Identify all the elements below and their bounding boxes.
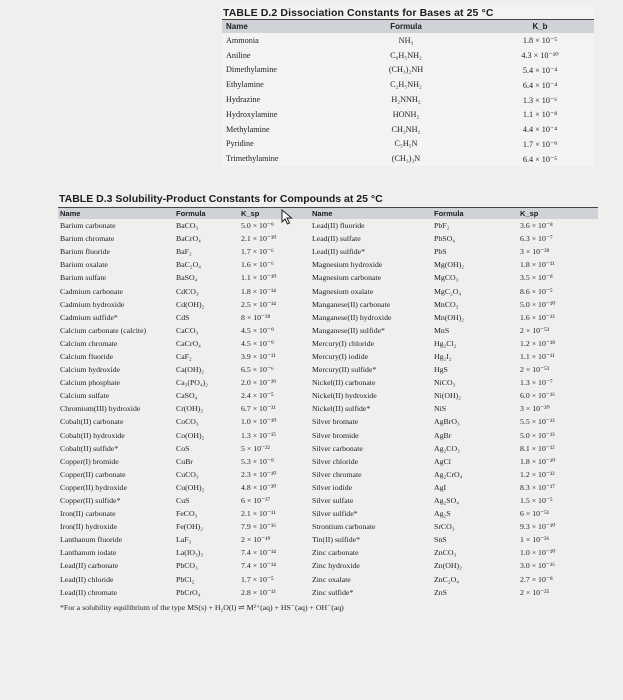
cell-ksp: 7.4 × 10⁻¹⁴	[241, 548, 277, 558]
table-row	[58, 298, 598, 311]
cell-name: Copper(II) hydroxide	[60, 482, 127, 492]
cell-ksp: 3 × 10⁻²⁸	[520, 247, 550, 257]
cell-name: Manganese(II) hydroxide	[312, 312, 392, 322]
cell-ksp: 2.1 × 10⁻¹⁰	[241, 234, 277, 244]
cell-ksp: 1.0 × 10⁻¹⁰	[520, 548, 556, 558]
cell-ksp: 1.8 × 10⁻¹⁴	[241, 286, 277, 296]
cell-formula: CdCO₃	[176, 286, 199, 296]
table-row	[58, 481, 598, 494]
table-d2	[222, 5, 594, 166]
cell-formula: PbS	[434, 247, 447, 257]
cell-formula: (CH₃)₃N	[391, 154, 421, 164]
cell-name: Lanthanum iodate	[60, 548, 117, 558]
cell-formula: SrCO₃	[434, 522, 455, 532]
cell-name: Hydroxylamine	[226, 109, 278, 119]
cell-name: Copper(II) sulfide*	[60, 496, 121, 506]
cell-formula: PbF₂	[434, 221, 450, 231]
cell-formula: SnS	[434, 535, 447, 545]
cell-name: Magnesium hydroxide	[312, 260, 383, 270]
table-row	[58, 337, 598, 350]
cell-formula: CdS	[176, 312, 190, 322]
cell-name: Cadmium carbonate	[60, 286, 124, 296]
cell-formula: CaCO₃	[176, 325, 199, 335]
cell-ksp: 5.0 × 10⁻¹⁰	[520, 299, 556, 309]
cell-name: Mercury(I) iodide	[312, 351, 369, 361]
table-row	[58, 455, 598, 468]
cell-kb: 6.4 × 10⁻⁴	[522, 80, 558, 90]
cell-ksp: 2 × 10⁻⁵³	[520, 365, 550, 375]
table-row	[222, 92, 594, 107]
cell-name: Lead(II) chloride	[60, 574, 114, 584]
cell-formula: CaSO₄	[176, 391, 198, 401]
cell-name: Lead(II) fluoride	[312, 221, 365, 231]
cell-name: Silver carbonate	[312, 443, 363, 453]
header-name: Name	[226, 22, 248, 31]
cell-ksp: 1.0 × 10⁻¹⁰	[241, 417, 277, 427]
cell-ksp: 2.5 × 10⁻¹⁴	[241, 299, 277, 309]
cell-formula: Ag₂SO₄	[434, 496, 459, 506]
cell-ksp: 2.0 × 10⁻²⁹	[241, 378, 277, 388]
cell-ksp: 8.1 × 10⁻¹²	[520, 443, 555, 453]
cell-formula: C₅H₅N	[394, 139, 418, 149]
table-row	[58, 324, 598, 337]
cell-formula: Cr(OH)₃	[176, 404, 203, 414]
cell-formula: AgBr	[434, 430, 452, 440]
cell-formula: PbCl₂	[176, 574, 195, 584]
table-row	[222, 48, 594, 63]
cell-name: Calcium phosphate	[60, 378, 120, 388]
table-row	[58, 507, 598, 520]
cell-kb: 5.4 × 10⁻⁴	[522, 65, 558, 75]
cell-name: Lead(II) chromate	[60, 587, 117, 597]
cell-formula: BaCrO₄	[176, 234, 201, 244]
cell-ksp: 2 × 10⁻¹⁹	[241, 535, 271, 545]
cell-formula: MnCO₃	[434, 299, 459, 309]
cell-name: Zinc hydroxide	[312, 561, 360, 571]
table-row	[58, 546, 598, 559]
cell-name: Cadmium sulfide*	[60, 312, 118, 322]
cell-ksp: 6.7 × 10⁻³¹	[241, 404, 276, 414]
cell-name: Iron(II) hydroxide	[60, 522, 117, 532]
cell-ksp: 4.5 × 10⁻⁹	[241, 338, 274, 348]
cell-formula: Mn(OH)₂	[434, 312, 465, 322]
cell-name: Barium chromate	[60, 234, 115, 244]
table-row	[58, 232, 598, 245]
cell-ksp: 8.3 × 10⁻¹⁷	[520, 482, 556, 492]
cell-formula: Cd(OH)₂	[176, 299, 205, 309]
table-row	[58, 376, 598, 389]
cell-ksp: 2.1 × 10⁻¹¹	[241, 509, 276, 519]
cell-ksp: 2 × 10⁻²⁵	[520, 587, 550, 597]
cell-ksp: 1.6 × 10⁻¹³	[520, 312, 555, 322]
cell-formula: NiCO₃	[434, 378, 456, 388]
table-d2-title: TABLE D.2 Dissociation Constants for Bases at 25 °C	[222, 5, 594, 20]
cell-name: Copper(I) bromide	[60, 456, 119, 466]
cell-name: Hydrazine	[226, 95, 261, 105]
cell-name: Ammonia	[226, 35, 259, 45]
cell-formula: BaF₂	[176, 247, 192, 257]
cell-formula: HgS	[434, 365, 448, 375]
cell-name: Zinc sulfide*	[312, 587, 354, 597]
cell-formula: FeCO₃	[176, 509, 198, 519]
cell-ksp: 3.6 × 10⁻⁸	[520, 221, 553, 231]
cell-ksp: 6 × 10⁻⁵¹	[520, 509, 550, 519]
cell-name: Trimethylamine	[226, 154, 279, 164]
cell-name: Methylamine	[226, 124, 270, 134]
cell-formula: Ni(OH)₂	[434, 391, 461, 401]
cell-name: Manganese(II) sulfide*	[312, 325, 385, 335]
cell-ksp: 8.6 × 10⁻⁵	[520, 286, 553, 296]
cell-name: Copper(II) carbonate	[60, 469, 126, 479]
cell-name: Aniline	[226, 50, 251, 60]
cell-name: Strontium carbonate	[312, 522, 376, 532]
table-d3-body	[58, 219, 598, 599]
cell-formula: ZnC₂O₄	[434, 574, 459, 584]
cell-kb: 1.7 × 10⁻⁹	[522, 139, 558, 149]
cell-ksp: 1.1 × 10⁻¹⁰	[241, 273, 277, 283]
header-ksp-right: K_sp	[520, 209, 539, 218]
cell-formula: ZnS	[434, 587, 447, 597]
cell-kb: 1.1 × 10⁻⁸	[522, 110, 558, 120]
cell-formula: CuS	[176, 496, 190, 506]
table-row	[58, 350, 598, 363]
cell-ksp: 1.7 × 10⁻⁶	[241, 247, 274, 257]
cell-formula: NiS	[434, 404, 447, 414]
table-d2-header	[222, 20, 594, 33]
cell-formula: CoS	[176, 443, 190, 453]
cell-name: Manganese(II) carbonate	[312, 299, 391, 309]
table-row	[222, 122, 594, 137]
cell-ksp: 5.5 × 10⁻¹³	[520, 417, 555, 427]
cell-formula: H₂NNH₂	[391, 95, 421, 105]
cell-name: Silver bromate	[312, 417, 359, 427]
cell-formula: AgCl	[434, 456, 451, 466]
cell-name: Chromium(III) hydroxide	[60, 404, 141, 414]
cell-formula: Ag₂CO₃	[434, 443, 460, 453]
cell-formula: Ag₂S	[434, 509, 451, 519]
table-row	[222, 77, 594, 92]
cell-ksp: 5 × 10⁻²²	[241, 443, 270, 453]
cell-name: Tin(II) sulfide*	[312, 535, 361, 545]
table-row	[58, 389, 598, 402]
cell-formula: AgI	[434, 482, 447, 492]
cell-formula: ZnCO₃	[434, 548, 457, 558]
cell-kb: 4.4 × 10⁻⁴	[522, 125, 558, 135]
mouse-pointer-icon	[281, 209, 295, 225]
cell-name: Barium sulfate	[60, 273, 107, 283]
cell-ksp: 1 × 10⁻²⁶	[520, 535, 550, 545]
cell-formula: HONH₂	[392, 109, 420, 119]
cell-formula: Zn(OH)₂	[434, 561, 462, 571]
cell-ksp: 3.0 × 10⁻¹⁶	[520, 561, 556, 571]
table-row	[58, 586, 598, 599]
cell-name: Calcium chromate	[60, 338, 118, 348]
cell-formula: Ag₂CrO₄	[434, 469, 463, 479]
cell-name: Silver chromate	[312, 469, 362, 479]
header-formula-left: Formula	[176, 209, 206, 218]
cell-name: Pyridine	[226, 139, 254, 149]
table-d3-header	[58, 208, 598, 219]
cell-kb: 1.8 × 10⁻⁵	[522, 36, 558, 46]
cell-name: Lead(II) carbonate	[60, 561, 119, 571]
cell-formula: Mg(OH)₂	[434, 260, 465, 270]
cell-formula: MgCO₃	[434, 273, 459, 283]
cell-formula: (CH₃)₂NH	[388, 65, 424, 75]
header-formula: Formula	[390, 22, 422, 31]
cell-name: Iron(II) carbonate	[60, 509, 116, 519]
cell-name: Lead(II) sulfide*	[312, 247, 366, 257]
cell-formula: MgC₂O₄	[434, 286, 462, 296]
cell-formula: BaC₂O₄	[176, 260, 201, 270]
cell-kb: 4.3 × 10⁻¹⁰	[521, 51, 559, 61]
cell-ksp: 2.8 × 10⁻¹³	[241, 587, 276, 597]
cell-kb: 1.3 × 10⁻⁶	[522, 95, 558, 105]
cell-ksp: 6.3 × 10⁻⁷	[520, 234, 553, 244]
table-row	[58, 442, 598, 455]
cell-ksp: 1.3 × 10⁻¹⁵	[241, 430, 277, 440]
cell-formula: Fe(OH)₂	[176, 522, 203, 532]
cell-formula: Hg₂I₂	[434, 351, 452, 361]
table-row	[58, 363, 598, 376]
table-d2-body	[222, 33, 594, 166]
table-d3-footnote: *For a solubility equilibrium of the type MS(s) + H₂O(l) ⇌ M²⁺(aq) + HS⁻(aq) + OH⁻(aq)	[60, 602, 344, 612]
table-row	[58, 429, 598, 442]
cell-name: Barium carbonate	[60, 221, 116, 231]
cell-name: Nickel(II) hydroxide	[312, 391, 377, 401]
table-row	[58, 494, 598, 507]
table-row	[58, 402, 598, 415]
cell-name: Cobalt(II) carbonate	[60, 417, 124, 427]
cell-ksp: 6.0 × 10⁻¹⁶	[520, 391, 556, 401]
cell-ksp: 1.8 × 10⁻¹¹	[520, 260, 555, 270]
cell-ksp: 1.6 × 10⁻⁶	[241, 260, 274, 270]
table-row	[222, 137, 594, 152]
cell-ksp: 1.2 × 10⁻¹²	[520, 469, 555, 479]
cell-ksp: 6.5 × 10⁻⁶	[241, 365, 274, 375]
cell-name: Silver chloride	[312, 456, 359, 466]
cell-ksp: 4.5 × 10⁻⁹	[241, 325, 274, 335]
header-formula-right: Formula	[434, 209, 464, 218]
table-row	[58, 245, 598, 258]
cell-formula: CH₃NH₂	[391, 124, 421, 134]
cell-ksp: 7.4 × 10⁻¹⁴	[241, 561, 277, 571]
cell-name: Calcium hydroxide	[60, 365, 120, 375]
cell-ksp: 5.0 × 10⁻¹³	[520, 430, 555, 440]
cell-ksp: 4.8 × 10⁻²⁰	[241, 482, 277, 492]
cell-name: Silver iodide	[312, 482, 353, 492]
cell-ksp: 3.5 × 10⁻⁸	[520, 273, 553, 283]
cell-formula: Ca(OH)₂	[176, 365, 204, 375]
cell-name: Nickel(II) carbonate	[312, 378, 376, 388]
table-row	[222, 107, 594, 122]
cell-name: Barium oxalate	[60, 260, 108, 270]
table-row	[58, 284, 598, 297]
cell-ksp: 7.9 × 10⁻¹⁶	[241, 522, 277, 532]
table-row	[222, 63, 594, 78]
cell-name: Zinc oxalate	[312, 574, 351, 584]
cell-formula: Ca₃(PO₄)₂	[176, 378, 208, 388]
cell-ksp: 6 × 10⁻³⁷	[241, 496, 271, 506]
cell-formula: CuBr	[176, 456, 193, 466]
cell-name: Cadmium hydroxide	[60, 299, 125, 309]
cell-formula: CaCrO₄	[176, 338, 201, 348]
cell-kb: 6.4 × 10⁻⁵	[522, 154, 558, 164]
cell-name: Mercury(I) chloride	[312, 338, 375, 348]
cell-name: Nickel(II) sulfide*	[312, 404, 371, 414]
cell-name: Silver sulfate	[312, 496, 354, 506]
cell-formula: CoCO₃	[176, 417, 199, 427]
header-name-right: Name	[312, 209, 333, 218]
header-kb: K_b	[532, 22, 548, 31]
table-row	[222, 33, 594, 48]
cell-name: Lead(II) sulfate	[312, 234, 361, 244]
table-row	[58, 468, 598, 481]
table-row	[58, 258, 598, 271]
cell-ksp: 8 × 10⁻²⁸	[241, 312, 271, 322]
table-row	[58, 311, 598, 324]
cell-ksp: 1.5 × 10⁻⁵	[520, 496, 553, 506]
cell-name: Cobalt(II) hydroxide	[60, 430, 125, 440]
cell-ksp: 1.3 × 10⁻⁷	[520, 378, 553, 388]
cell-ksp: 1.7 × 10⁻⁵	[241, 574, 274, 584]
cell-ksp: 5.3 × 10⁻⁹	[241, 456, 274, 466]
cell-formula: PbCrO₄	[176, 587, 201, 597]
cell-ksp: 1.2 × 10⁻¹⁸	[520, 338, 556, 348]
cell-name: Barium fluoride	[60, 247, 111, 257]
table-row	[58, 271, 598, 284]
cell-formula: BaCO₃	[176, 221, 199, 231]
cell-ksp: 1.8 × 10⁻¹⁰	[520, 456, 556, 466]
cell-formula: Cu(OH)₂	[176, 482, 205, 492]
cell-ksp: 5.0 × 10⁻⁹	[241, 221, 274, 231]
cell-formula: La(IO₃)₃	[176, 548, 204, 558]
cell-formula: PbSO₄	[434, 234, 455, 244]
cell-formula: Hg₂Cl₂	[434, 338, 457, 348]
cell-name: Calcium sulfate	[60, 391, 110, 401]
cell-formula: LaF₃	[176, 535, 192, 545]
cell-name: Calcium fluoride	[60, 351, 114, 361]
cell-ksp: 2.7 × 10⁻⁸	[520, 574, 553, 584]
table-row	[222, 151, 594, 166]
cell-formula: CaF₂	[176, 351, 192, 361]
cell-ksp: 3 × 10⁻²⁰	[520, 404, 550, 414]
header-ksp-left: K_sp	[241, 209, 260, 218]
cell-name: Dimethylamine	[226, 65, 277, 75]
cell-ksp: 2.3 × 10⁻¹⁰	[241, 469, 277, 479]
cell-ksp: 2.4 × 10⁻⁵	[241, 391, 274, 401]
cell-formula: PbCO₃	[176, 561, 198, 571]
cell-formula: C₂H₅NH₂	[390, 80, 422, 90]
cell-name: Silver bromide	[312, 430, 359, 440]
cell-ksp: 2 × 10⁻⁵³	[520, 325, 550, 335]
cell-name: Lanthanum fluoride	[60, 535, 123, 545]
cell-name: Cobalt(II) sulfide*	[60, 443, 119, 453]
header-name-left: Name	[60, 209, 81, 218]
cell-formula: AgBrO₃	[434, 417, 460, 427]
cell-ksp: 3.9 × 10⁻¹¹	[241, 351, 276, 361]
cell-name: Mercury(II) sulfide*	[312, 365, 377, 375]
table-row	[58, 415, 598, 428]
table-row	[58, 520, 598, 533]
cell-formula: BaSO₄	[176, 273, 198, 283]
table-row	[58, 559, 598, 572]
cell-formula: CuCO₃	[176, 469, 199, 479]
cell-name: Silver sulfide*	[312, 509, 358, 519]
cell-name: Ethylamine	[226, 80, 264, 90]
cell-name: Magnesium oxalate	[312, 286, 374, 296]
cell-formula: NH₃	[398, 35, 414, 45]
cell-name: Calcium carbonate (calcite)	[60, 325, 147, 335]
cell-name: Magnesium carbonate	[312, 273, 382, 283]
cell-formula: C₆H₅NH₂	[390, 50, 422, 60]
cell-formula: Co(OH)₂	[176, 430, 205, 440]
cell-formula: MnS	[434, 325, 450, 335]
table-row	[58, 533, 598, 546]
cell-name: Zinc carbonate	[312, 548, 359, 558]
table-d3	[58, 193, 598, 612]
cell-ksp: 9.3 × 10⁻¹⁰	[520, 522, 556, 532]
table-row	[58, 573, 598, 586]
cell-ksp: 1.1 × 10⁻¹¹	[520, 351, 555, 361]
table-row	[58, 219, 598, 232]
table-d3-title: TABLE D.3 Solubility-Product Constants for Compounds at 25 °C	[58, 193, 598, 208]
